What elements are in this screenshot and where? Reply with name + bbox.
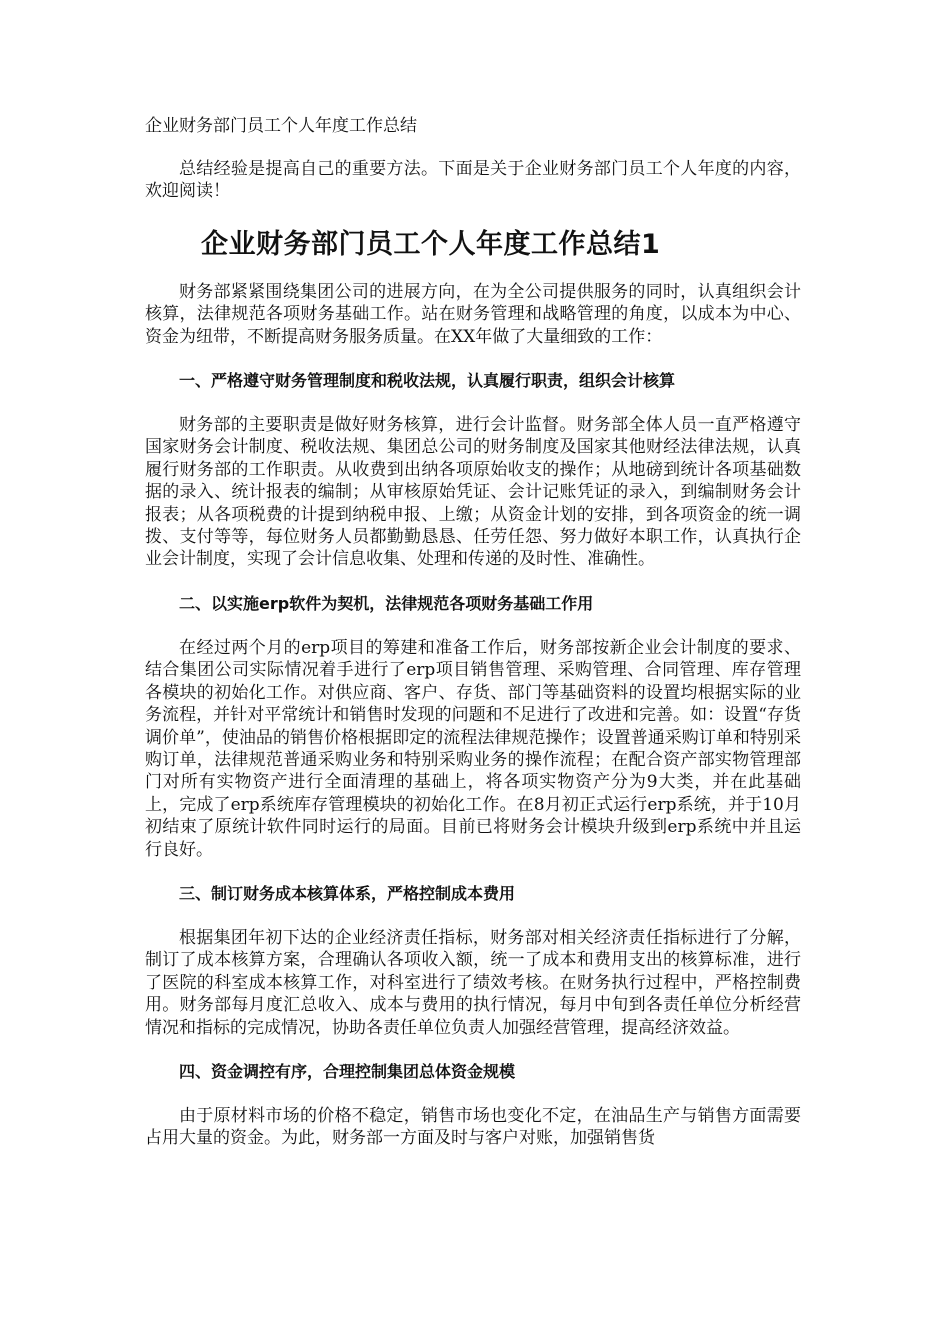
section-2-title: 二、以实施erp软件为契机，法律规范各项财务基础工作用 [179,593,594,613]
intro-paragraph: 总结经验是提高自己的重要方法。下面是关于企业财务部门员工个人年度的内容，欢迎阅读！ [145,159,801,202]
opening-paragraph: 财务部紧紧围绕集团公司的进展方向，在为全公司提供服务的同时，认真组织会计核算，法律规范各项财务基础工作。站在财务管理和战略管理的角度，以成本为中心、资金为纽带，不断提高财务服务质量。在XX年做了大量细致的工作： [145,281,801,347]
section-1-title: 一、严格遵守财务管理制度和税收法规，认真履行职责，组织会计核算 [179,371,676,391]
document-heading: 企业财务部门员工个人年度工作总结 [145,116,417,136]
document-body [145,158,801,1172]
section-4-body: 由于原材料市场的价格不稳定，销售市场也变化不定，在油品生产与销售方面需要占用大量的资金。为此，财务部一方面及时与客户对账，加强销售货 [145,1105,801,1149]
section-4-title: 四、资金调控有序，合理控制集团总体资金规模 [179,1061,516,1081]
section-2-body: 在经过两个月的erp项目的筹建和准备工作后，财务部按新企业会计制度的要求、结合集团公司实际情况着手进行了erp项目销售管理、采购管理、合同管理、库存管理各模块的初始化工作。对供应商、客户、存货、部门等基础资料的设置均根据实际的业务流程，并针对平常统计和销售时发现的问题和不足进行了改进和完善。如：设置“存货调价单”，使油品的销售价格根据即定的流程法律规范操作；设置普通采购订单和特别采购订单，法律规范普通采购业务和特别采购业务的操作流程；在配合资产部实物管理部门对所有实物资产进行全面清理的基础上，将各项实物资产分为9大类，并在此基础上，完成了erp系统库存管理模块的初始化工作。在8月初正式运行erp系统，并于10月初结束了原统计软件同时运行的局面。目前已将财务会计模块升级到erp系统中并且运行良好。 [145,637,801,860]
main-title: 企业财务部门员工个人年度工作总结1 [201,228,661,260]
section-3-title: 三、制订财务成本核算体系，严格控制成本费用 [179,883,516,903]
section-3-body: 根据集团年初下达的企业经济责任指标，财务部对相关经济责任指标进行了分解，制订了成本核算方案，合理确认各项收入额，统一了成本和费用支出的核算标准，进行了医院的科室成本核算工作，对科室进行了绩效考核。在财务执行过程中，严格控制费用。财务部每月度汇总收入、成本与费用的执行情况，每月中旬到各责任单位分析经营情况和指标的完成情况，协助各责任单位负责人加强经营管理，提高经济效益。 [145,927,801,1038]
section-1-body: 财务部的主要职责是做好财务核算，进行会计监督。财务部全体人员一直严格遵守国家财务会计制度、税收法规、集团总公司的财务制度及国家其他财经法律法规，认真履行财务部的工作职责。从收费到出纳各项原始收支的操作；从地磅到统计各项基础数据的录入、统计报表的编制；从审核原始凭证、会计记账凭证的录入，到编制财务会计报表；从各项税费的计提到纳税申报、上缴；从资金计划的安排，到各项资金的统一调拨、支付等等，每位财务人员都勤勤恳恳、任劳任怨、努力做好本职工作，认真执行企业会计制度，实现了会计信息收集、处理和传递的及时性、准确性。 [145,415,801,570]
